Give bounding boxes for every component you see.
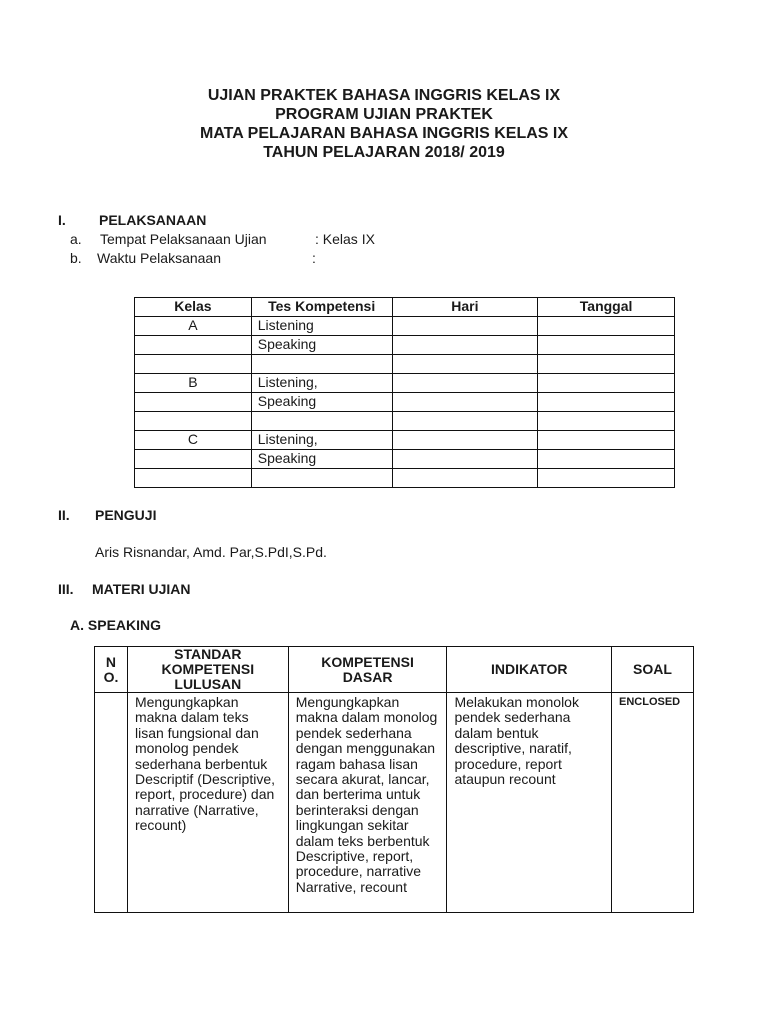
cell-soal: ENCLOSED <box>612 693 694 913</box>
table-row <box>135 374 675 393</box>
table-row <box>95 693 694 913</box>
cell-tanggal <box>538 355 675 374</box>
item-b <box>70 250 316 266</box>
cell-tanggal <box>538 374 675 393</box>
cell-tes: Listening, <box>251 374 392 393</box>
materi-header-row <box>95 647 694 693</box>
examiner-name: Aris Risnandar, Amd. Par,S.PdI,S.Pd. <box>95 544 327 560</box>
section-3-number: III. <box>58 581 74 597</box>
table-row <box>135 412 675 431</box>
item-a-value: : Kelas IX <box>315 231 375 247</box>
title-line-1: UJIAN PRAKTEK BAHASA INGGRIS KELAS IX <box>207 87 561 104</box>
item-a-label: Tempat Pelaksanaan Ujian <box>100 231 267 247</box>
section-1-heading <box>58 212 206 228</box>
section-2-number: II. <box>58 507 70 523</box>
cell-hari <box>392 450 538 469</box>
section-3-heading <box>58 581 191 597</box>
subsection-speaking: A. SPEAKING <box>70 617 162 633</box>
cell-hari <box>392 374 538 393</box>
cell-tanggal <box>538 393 675 412</box>
cell-kelas <box>135 450 252 469</box>
cell-tanggal <box>538 412 675 431</box>
title-line-3: MATA PELAJARAN BAHASA INGGRIS KELAS IX <box>199 125 568 142</box>
section-1-number: I. <box>58 212 66 228</box>
section-1-title: PELAKSANAAN <box>99 212 207 228</box>
header-kompetensi-dasar: KOMPETENSI DASAR <box>288 647 447 693</box>
header-tanggal: Tanggal <box>538 298 675 317</box>
cell-kelas: C <box>135 431 252 450</box>
table-row <box>135 355 675 374</box>
cell-kelas <box>135 393 252 412</box>
cell-tes: Listening <box>251 317 392 336</box>
table-row <box>135 317 675 336</box>
table-row <box>135 393 675 412</box>
cell-tes <box>251 412 392 431</box>
cell-hari <box>392 317 538 336</box>
cell-tes <box>251 355 392 374</box>
title-line-4: TAHUN PELAJARAN 2018/ 2019 <box>263 144 505 161</box>
header-standar-kompetensi: STANDAR KOMPETENSI LULUSAN <box>127 647 288 693</box>
cell-tes <box>251 469 392 488</box>
table-row <box>135 450 675 469</box>
cell-indikator: Melakukan monolok pendek sederhana dalam bentuk descriptive, naratif, procedure, report ataupun recount <box>447 693 612 913</box>
schedule-table <box>134 297 675 488</box>
header-hari: Hari <box>392 298 538 317</box>
cell-hari <box>392 336 538 355</box>
cell-kelas <box>135 336 252 355</box>
cell-tanggal <box>538 336 675 355</box>
cell-kelas: A <box>135 317 252 336</box>
cell-hari <box>392 431 538 450</box>
cell-kelas <box>135 412 252 431</box>
cell-kelas <box>135 469 252 488</box>
table-row <box>135 469 675 488</box>
materi-table <box>94 646 694 913</box>
cell-tanggal <box>538 450 675 469</box>
cell-tes: Speaking <box>251 393 392 412</box>
cell-standar-kompetensi: Mengungkapkan makna dalam teks lisan fungsional dan monolog pendek sederhana berbentuk Descriptif (Descriptive, report, procedure) dan narrative (Narrative, recount) <box>127 693 288 913</box>
cell-hari <box>392 355 538 374</box>
section-2-heading <box>58 507 156 523</box>
header-kelas: Kelas <box>135 298 252 317</box>
item-b-value: : <box>312 250 316 266</box>
cell-tanggal <box>538 317 675 336</box>
cell-hari <box>392 393 538 412</box>
section-2-title: PENGUJI <box>95 507 157 523</box>
item-b-label: Waktu Pelaksanaan <box>97 250 221 266</box>
header-tes-kompetensi: Tes Kompetensi <box>251 298 392 317</box>
document-title <box>0 86 768 162</box>
cell-no <box>95 693 128 913</box>
table-row <box>135 336 675 355</box>
cell-kompetensi-dasar: Mengungkapkan makna dalam monolog pendek sederhana dengan menggunakan ragam bahasa lisan secara akurat, lancar, dan berterima untuk berinteraksi dengan lingkungan sekitar dalam teks berbentuk Descriptive, report, procedure, narrative Narrative, recount <box>288 693 447 913</box>
table-row <box>135 431 675 450</box>
section-3-title: MATERI UJIAN <box>92 581 191 597</box>
cell-tanggal <box>538 431 675 450</box>
header-soal: SOAL <box>612 647 694 693</box>
cell-tes: Speaking <box>251 336 392 355</box>
cell-tes: Listening, <box>251 431 392 450</box>
cell-hari <box>392 412 538 431</box>
cell-tes: Speaking <box>251 450 392 469</box>
item-a-letter: a. <box>70 231 82 247</box>
title-line-2: PROGRAM UJIAN PRAKTEK <box>275 106 493 123</box>
cell-kelas: B <box>135 374 252 393</box>
item-a <box>70 231 375 247</box>
header-indikator: INDIKATOR <box>447 647 612 693</box>
cell-kelas <box>135 355 252 374</box>
item-b-letter: b. <box>70 250 82 266</box>
cell-tanggal <box>538 469 675 488</box>
schedule-header-row <box>135 298 675 317</box>
cell-hari <box>392 469 538 488</box>
header-no: N O. <box>95 647 128 693</box>
